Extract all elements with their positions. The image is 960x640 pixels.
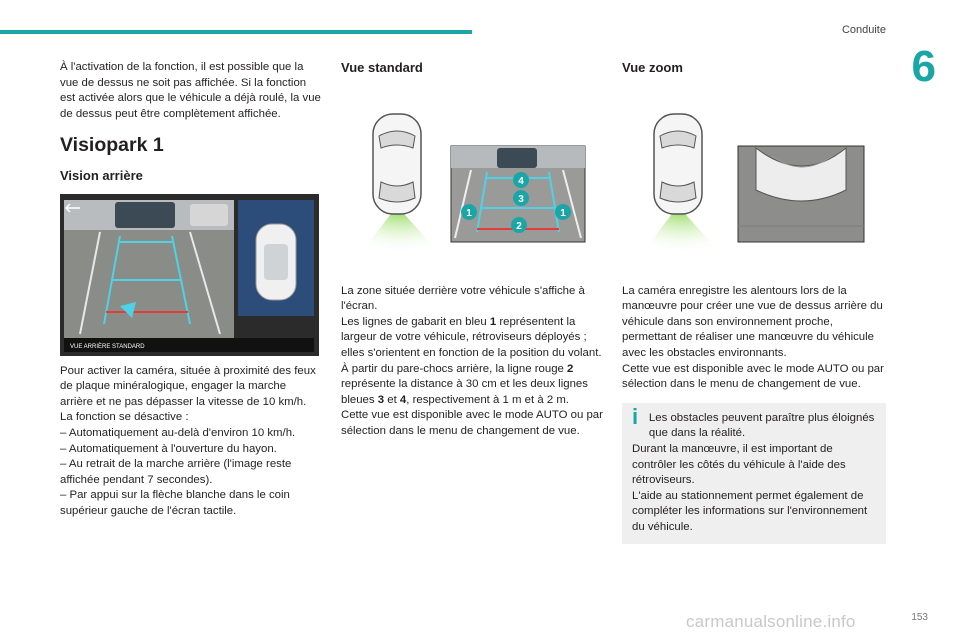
section-name: Conduite bbox=[841, 24, 886, 36]
standard-paragraph-4: Cette vue est disponible avec le mode AUTO ou par sélection dans le menu de changement de vue. bbox=[341, 409, 603, 437]
rear-camera-screen-illustration bbox=[60, 194, 319, 356]
body-paragraph-1: Pour activer la caméra, située à proximité des feux de plaque minéralogique, engager la marche arrière et ne pas dépasser la vitesse de 10 km/h. bbox=[60, 364, 316, 408]
deactivation-item-1: – Automatiquement au-delà d'environ 10 km/h. bbox=[60, 426, 296, 439]
column-1 bbox=[60, 60, 322, 520]
marker-1-right: 1 bbox=[560, 207, 566, 219]
zoom-paragraph-2: Cette vue est disponible avec le mode AUTO ou par sélection dans le menu de changement de vue. bbox=[622, 362, 884, 391]
standard-paragraph-3: À partir du pare-chocs arrière, la ligne rouge 2 représente la distance à 30 cm et les deux lignes bleues 3 et 4, respectivement à 1 m et à 2 m. bbox=[341, 362, 588, 406]
info-box-header bbox=[632, 403, 878, 442]
marker-2: 2 bbox=[516, 220, 522, 232]
info-icon: i bbox=[632, 403, 639, 429]
zoom-view-illustration bbox=[622, 86, 884, 264]
zoom-paragraph-1: La caméra enregistre les alentours lors de la manœuvre pour créer une vue de dessus arrière du véhicule dans son environnement proche, permettant de réaliser une manœuvre du véhicule avec les obstacles environnants. bbox=[622, 284, 883, 359]
deactivation-item-4: – Par appui sur la flèche blanche dans le coin supérieur gauche de l'écran tactile. bbox=[60, 489, 290, 517]
chapter-color-bar bbox=[0, 30, 472, 34]
standard-view-title: Vue standard bbox=[341, 60, 423, 75]
marker-1-left: 1 bbox=[466, 207, 472, 219]
intro-paragraph: À l'activation de la fonction, il est possible que la vue de dessus ne soit pas affichée. Si la fonction est activée alors que le véhicule a déjà roulé, la vue de dessus peut être complètement affichée. bbox=[60, 61, 321, 120]
body-paragraph-2: La fonction se désactive : bbox=[60, 411, 189, 424]
watermark: carmanualsonline.info bbox=[686, 612, 856, 631]
marker-4: 4 bbox=[518, 175, 524, 187]
standard-view-illustration bbox=[341, 86, 603, 264]
subsection-title: Vision arrière bbox=[60, 167, 143, 183]
deactivation-item-3: – Au retrait de la marche arrière (l'image reste affichée pendant 7 secondes). bbox=[60, 458, 292, 486]
zoom-view-title: Vue zoom bbox=[622, 60, 683, 75]
info-box-paragraph-1: Durant la manœuvre, il est important de contrôler les côtés du véhicule à l'aide des rétroviseurs. bbox=[632, 442, 846, 487]
column-3 bbox=[622, 60, 884, 544]
deactivation-item-2: – Automatiquement à l'ouverture du hayon. bbox=[60, 442, 277, 455]
info-box-paragraph-2: L'aide au stationnement permet également de compléter les informations sur l'environnement du véhicule. bbox=[632, 489, 868, 533]
marker-3: 3 bbox=[518, 193, 524, 205]
column-2 bbox=[341, 60, 603, 440]
standard-paragraph-2: Les lignes de gabarit en bleu 1 représentent la largeur de votre véhicule, rétroviseurs déployés ; elles s'orientent en fonction de la position du volant. bbox=[341, 315, 602, 359]
chapter-number: 6 bbox=[911, 42, 936, 91]
screen-view-label: VUE ARRIÈRE STANDARD bbox=[70, 343, 145, 350]
info-box-warning: Les obstacles peuvent paraître plus éloignés que dans la réalité. bbox=[648, 411, 875, 440]
section-title: Visiopark 1 bbox=[60, 134, 164, 157]
info-box bbox=[622, 403, 886, 544]
standard-paragraph-1: La zone située derrière votre véhicule s'affiche à l'écran. bbox=[341, 284, 585, 313]
page-number: 153 bbox=[911, 612, 928, 623]
